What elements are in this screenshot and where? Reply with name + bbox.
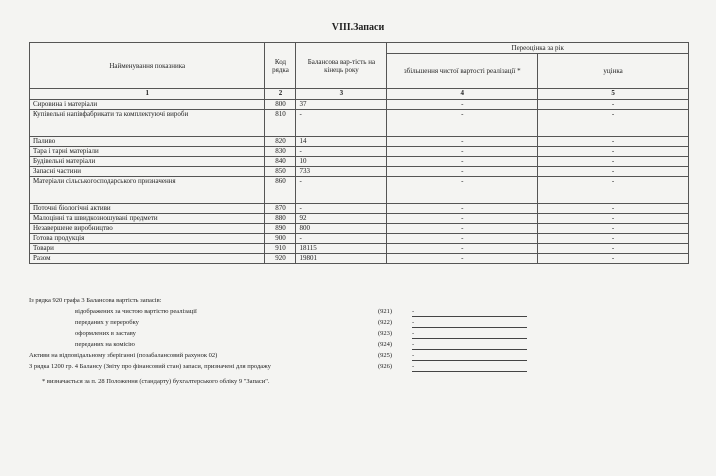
row-code: 880 [265,214,296,224]
note-code: (926) [378,363,393,370]
note-row [29,308,689,319]
row-markdown-value: - [538,110,689,137]
row-markdown-value: - [538,100,689,110]
row-name: Разом [30,254,265,264]
row-balance-value: 800 [296,224,387,234]
table-row [30,244,689,254]
note-value: - [412,352,527,361]
note-code: (923) [378,330,393,337]
note-row [29,363,689,374]
row-markdown-value: - [538,254,689,264]
row-name: Матеріали сільськогосподарського призначення [30,177,265,204]
row-increase-value: - [387,244,538,254]
row-balance-value: 37 [296,100,387,110]
table-row [30,224,689,234]
note-value: - [412,363,527,372]
note-code: (924) [378,341,393,348]
row-increase-value: - [387,167,538,177]
note-label: переданих на комісію [75,341,135,348]
row-code: 920 [265,254,296,264]
note-value: - [412,308,527,317]
row-code: 860 [265,177,296,204]
row-markdown-value: - [538,157,689,167]
row-markdown-value: - [538,204,689,214]
row-balance-value: - [296,177,387,204]
table-row [30,100,689,110]
row-balance-value: - [296,110,387,137]
row-code: 910 [265,244,296,254]
row-markdown-value: - [538,137,689,147]
note-label: переданих у переробку [75,319,139,326]
row-markdown-value: - [538,177,689,204]
row-increase-value: - [387,100,538,110]
note-label: Із рядка 920 графа 3 Балансова вартість запасів: [29,297,162,304]
row-name: Поточні біологічні активи [30,204,265,214]
row-name: Готова продукція [30,234,265,244]
header-code: Код рядка [265,43,296,89]
note-label: відображених за чистою вартістю реалізації [75,308,197,315]
row-balance-value: - [296,147,387,157]
footnote: * визначається за п. 28 Положення (стандарту) бухгалтерського обліку 9 "Запаси". [42,378,270,385]
row-increase-value: - [387,214,538,224]
note-code: (921) [378,308,393,315]
col-number: 1 [30,89,265,100]
row-markdown-value: - [538,214,689,224]
header-markdown: уцінка [538,54,689,89]
note-label: З рядка 1200 гр. 4 Балансу (Звіту про фінансовий стан) запаси, призначені для продажу [29,363,271,370]
row-increase-value: - [387,234,538,244]
row-balance-value: 18115 [296,244,387,254]
row-name: Товари [30,244,265,254]
row-increase-value: - [387,157,538,167]
row-balance-value: 92 [296,214,387,224]
section-title: VIII.Запаси [331,22,385,33]
table-row [30,157,689,167]
row-increase-value: - [387,137,538,147]
row-markdown-value: - [538,224,689,234]
note-value: - [412,319,527,328]
row-balance-value: 733 [296,167,387,177]
row-balance-value: - [296,204,387,214]
row-code: 900 [265,234,296,244]
row-name: Тара і тарні матеріали [30,147,265,157]
row-markdown-value: - [538,147,689,157]
row-code: 800 [265,100,296,110]
col-number: 3 [296,89,387,100]
table-row [30,147,689,157]
row-increase-value: - [387,224,538,234]
row-increase-value: - [387,204,538,214]
row-name: Малоцінні та швидкозношувані предмети [30,214,265,224]
table-row [30,234,689,244]
header-increase: збільшення чистої вартості реалізації * [387,54,538,89]
row-balance-value: - [296,234,387,244]
note-value: - [412,330,527,339]
inventory-table [29,42,689,264]
note-code: (922) [378,319,393,326]
note-code: (925) [378,352,393,359]
table-row [30,254,689,264]
row-name: Незавершене виробництво [30,224,265,234]
row-balance-value: 14 [296,137,387,147]
note-row [29,319,689,330]
header-balance: Балансова вар-тість на кінець року [296,43,387,89]
row-code: 850 [265,167,296,177]
table-body [30,100,689,264]
col-number: 2 [265,89,296,100]
note-label: Активи на відповідальному зберіганні (позабалансовий рахунок 02) [29,352,218,359]
note-value: - [412,341,527,350]
row-increase-value: - [387,147,538,157]
column-number-row [30,89,689,100]
row-balance-value: 10 [296,157,387,167]
table-row [30,204,689,214]
row-name: Паливо [30,137,265,147]
row-code: 820 [265,137,296,147]
row-code: 890 [265,224,296,234]
header-row [30,43,689,54]
table-row [30,177,689,204]
note-row [29,341,689,352]
table-row [30,214,689,224]
row-name: Сировина і матеріали [30,100,265,110]
row-balance-value: 19801 [296,254,387,264]
row-increase-value: - [387,110,538,137]
note-row [29,352,689,363]
header-name: Найменування показника [30,43,265,89]
header-revaluation: Переоцінка за рік [387,43,689,54]
row-markdown-value: - [538,234,689,244]
col-number: 5 [538,89,689,100]
note-label: оформлених в заставу [75,330,136,337]
table-row [30,110,689,137]
row-name: Запасні частини [30,167,265,177]
row-markdown-value: - [538,244,689,254]
table-row [30,167,689,177]
row-code: 840 [265,157,296,167]
table-row [30,137,689,147]
row-increase-value: - [387,177,538,204]
note-row [29,297,689,308]
row-name: Будівельні матеріали [30,157,265,167]
row-increase-value: - [387,254,538,264]
row-name: Купівельні напівфабрикати та комплектуючі вироби [30,110,265,137]
row-code: 830 [265,147,296,157]
row-markdown-value: - [538,167,689,177]
col-number: 4 [387,89,538,100]
note-row [29,330,689,341]
row-code: 810 [265,110,296,137]
notes-block [29,297,689,374]
row-code: 870 [265,204,296,214]
